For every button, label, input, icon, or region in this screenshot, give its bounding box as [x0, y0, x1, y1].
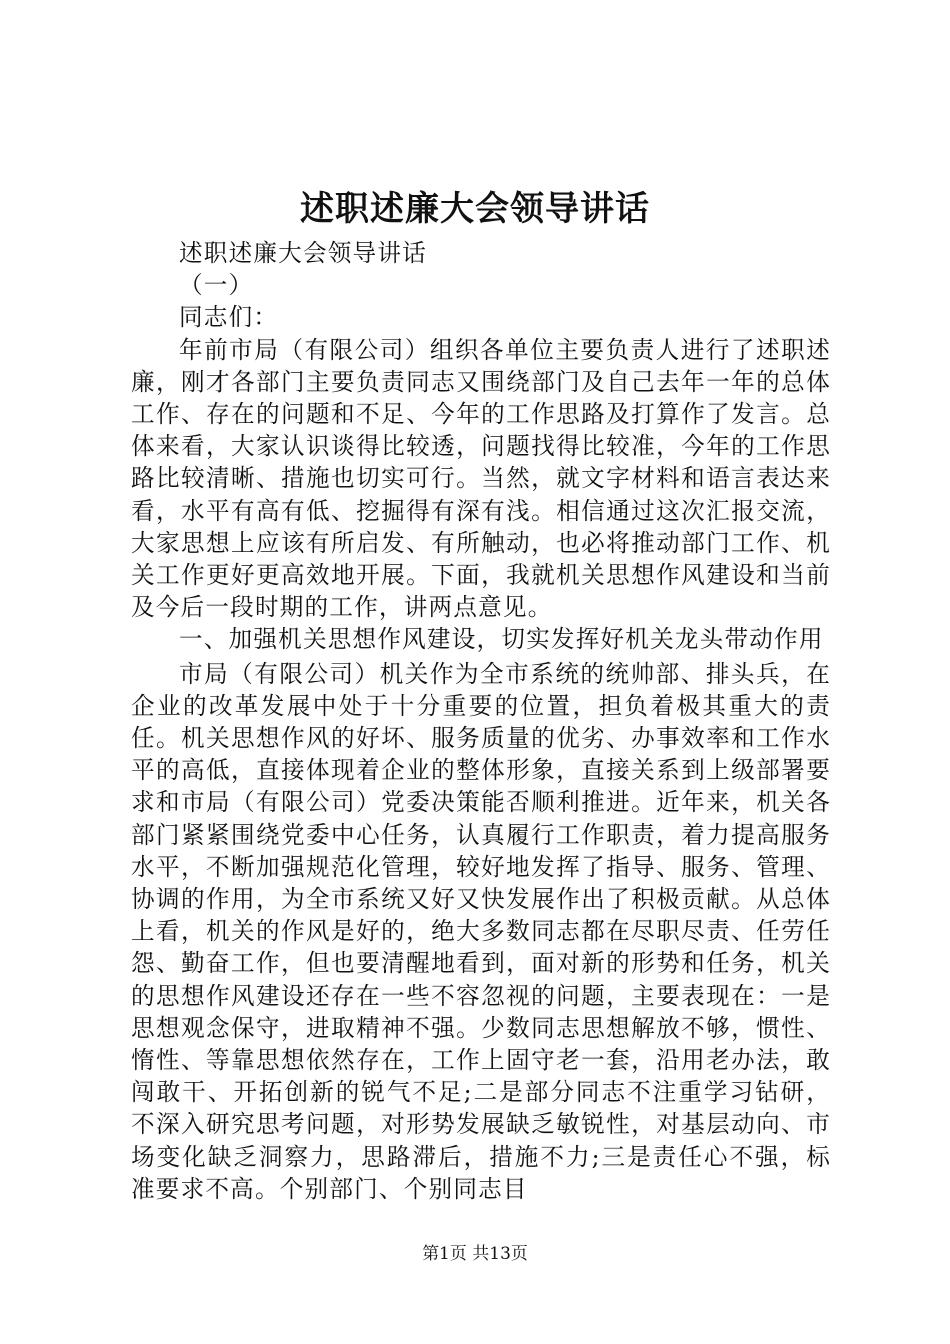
document-body	[131, 237, 831, 1205]
paragraph-body: 市局（有限公司）机关作为全市系统的统帅部、排头兵，在企业的改革发展中处于十分重要的位置，担负着极其重大的责任。机关思想作风的好坏、服务质量的优劣、办事效率和工作水平的高低，直接体现着企业的整体形象，直接关系到上级部署要求和市局（有限公司）党委决策能否顺利推进。近年来，机关各部门紧紧围绕党委中心任务，认真履行工作职责，着力提高服务水平，不断加强规范化管理，较好地发挥了指导、服务、管理、协调的作用，为全市系统又好又快发展作出了积极贡献。从总体上看，机关的作风是好的，绝大多数同志都在尽职尽责、任劳任怨、勤奋工作，但也要清醒地看到，面对新的形势和任务，机关的思想作风建设还存在一些不容忽视的问题，主要表现在：一是思想观念保守，进取精神不强。少数同志思想解放不够，惯性、惰性、等靠思想依然存在，工作上固守老一套，沿用老办法，敢闯敢干、开拓创新的锐气不足;二是部分同志不注重学习钻研，不深入研究思考问题，对形势发展缺乏敏锐性，对基层动向、市场变化缺乏洞察力，思路滞后，措施不力;三是责任心不强，标准要求不高。个别部门、个别同志目	[131, 659, 831, 1203]
salutation: 同志们：	[179, 303, 279, 332]
section-number: （一）	[179, 271, 254, 300]
page-number-footer: 第1页 共13页	[422, 1244, 528, 1264]
paragraph-intro: 年前市局（有限公司）组织各单位主要负责人进行了述职述廉，刚才各部门主要负责同志又围绕部门及自己去年一年的总体工作、存在的问题和不足、今年的工作思路及打算作了发言。总体来看，大家认识谈得比较透，问题找得比较准，今年的工作思路比较清晰、措施也切实可行。当然，就文字材料和语言表达来看，水平有高有低、挖掘得有深有浅。相信通过这次汇报交流，大家思想上应该有所启发、有所触动，也必将推动部门工作、机关工作更好更高效地开展。下面，我就机关思想作风建设和当前及今后一段时期的工作，讲两点意见。	[131, 335, 831, 622]
document-title: 述职述廉大会领导讲话	[300, 189, 650, 229]
subtitle-line: 述职述廉大会领导讲话	[179, 239, 427, 267]
section-heading: 一、加强机关思想作风建设，切实发挥好机关龙头带动作用	[179, 625, 824, 654]
